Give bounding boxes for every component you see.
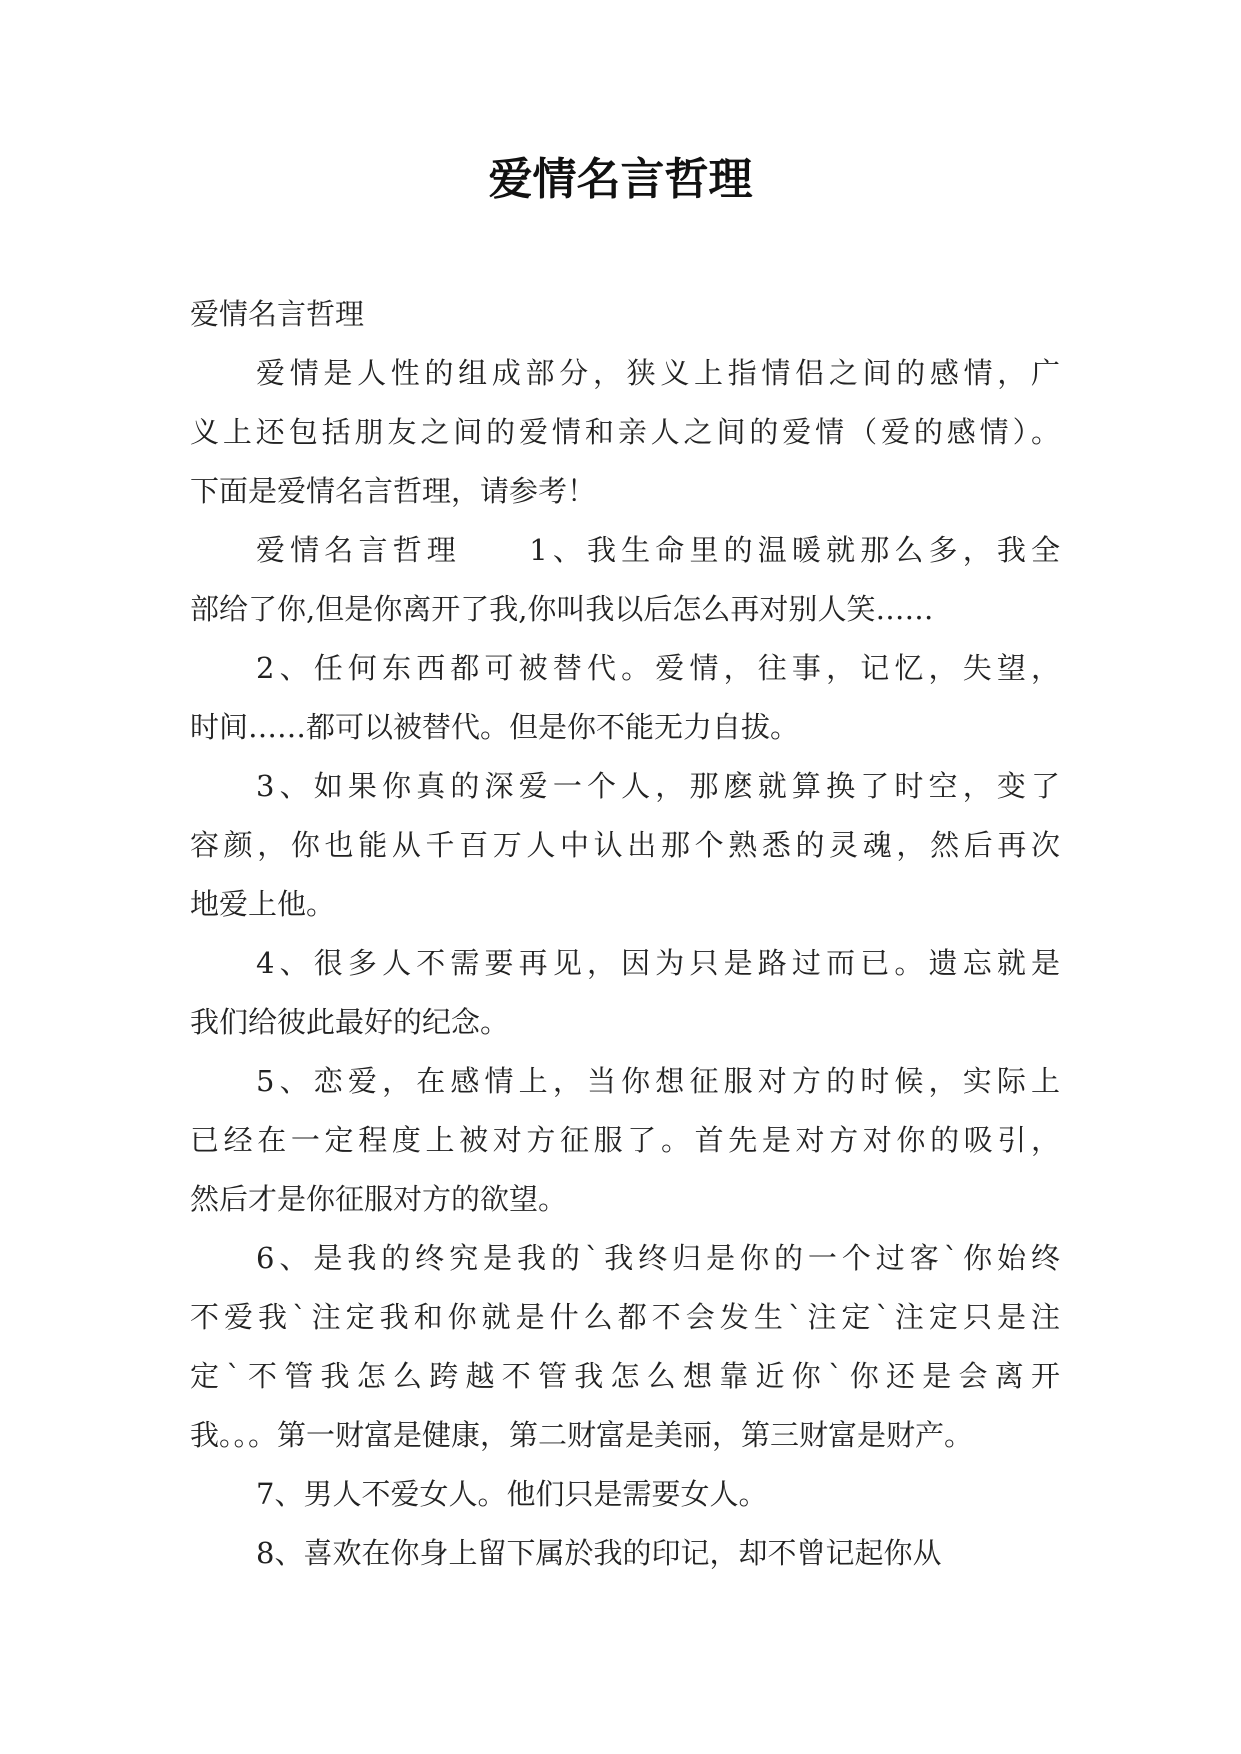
paragraph-line: 容颜，你也能从千百万人中认出那个熟悉的灵魂，然后再次 [190, 828, 1060, 862]
paragraph-line: 2、任何东西都可被替代。爱情，往事，记忆，失望， [256, 651, 1060, 685]
paragraph-line: 我。。。第一财富是健康，第二财富是美丽，第三财富是财产。 [190, 1418, 974, 1452]
paragraph-line: 7、男人不爱女人。他们只是需要女人。 [256, 1477, 768, 1511]
document-title: 爱情名言哲理 [488, 154, 753, 205]
paragraph [190, 1229, 1060, 1465]
paragraph-line: 3、如果你真的深爱一个人，那麽就算换了时空，变了 [256, 769, 1060, 803]
paragraph-line: 不爱我`注定我和你就是什么都不会发生`注定`注定只是注 [190, 1300, 1060, 1334]
paragraph-line: 定`不管我怎么跨越不管我怎么想靠近你`你还是会离开 [190, 1359, 1060, 1393]
paragraph-line: 下面是爱情名言哲理，请参考！ [190, 474, 597, 508]
paragraph [190, 1465, 1060, 1524]
paragraph [190, 757, 1060, 934]
paragraph-line: 8、喜欢在你身上留下属於我的印记，却不曾记起你从 [256, 1536, 942, 1570]
paragraph [190, 639, 1060, 757]
paragraph [190, 1052, 1060, 1229]
paragraph [190, 1524, 1060, 1583]
paragraph-line: 部给了你,但是你离开了我,你叫我以后怎么再对别人笑…… [190, 592, 934, 626]
paragraph-line: 时间……都可以被替代。但是你不能无力自拔。 [190, 710, 800, 744]
paragraph-line: 爱情是人性的组成部分，狭义上指情侣之间的感情，广 [256, 356, 1060, 390]
paragraph-line: 然后才是你征服对方的欲望。 [190, 1182, 568, 1216]
paragraph-line: 地爱上他。 [190, 887, 336, 921]
paragraph-line: 6、是我的终究是我的`我终归是你的一个过客`你始终 [256, 1241, 1060, 1275]
paragraph-line: 5、恋爱，在感情上，当你想征服对方的时候，实际上 [256, 1064, 1060, 1098]
paragraph-line: 我们给彼此最好的纪念。 [190, 1005, 510, 1039]
paragraph-line: 已经在一定程度上被对方征服了。首先是对方对你的吸引， [190, 1123, 1060, 1157]
paragraph-line: 4、很多人不需要再见，因为只是路过而已。遗忘就是 [256, 946, 1060, 980]
paragraph-line: 爱情名言哲理 1、我生命里的温暖就那么多，我全 [256, 533, 1060, 567]
document-body [190, 285, 1060, 1583]
paragraph [190, 344, 1060, 521]
paragraph [190, 934, 1060, 1052]
paragraph [190, 521, 1060, 639]
paragraph-line: 义上还包括朋友之间的爱情和亲人之间的爱情（爱的感情）。 [190, 415, 1060, 449]
document-subtitle: 爱情名言哲理 [190, 297, 365, 331]
paragraph-list [190, 344, 1060, 1583]
